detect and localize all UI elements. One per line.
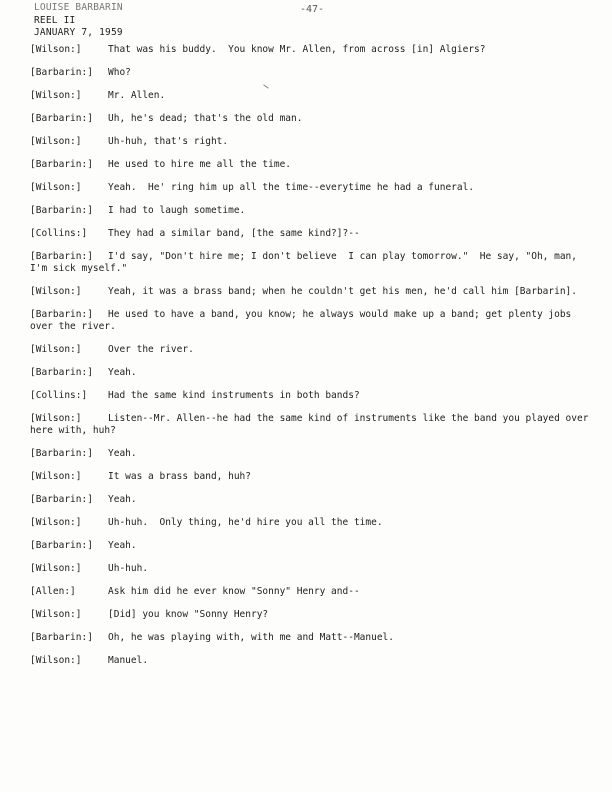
speech-text: Manuel.	[108, 655, 149, 666]
speech-text: I had to laugh sometime.	[108, 205, 246, 216]
speech-text: Oh, he was playing with, with me and Matt--Manuel.	[108, 632, 394, 643]
speaker-label: [Wilson:]	[30, 344, 82, 355]
speaker-label: [Barbarin:]	[30, 540, 93, 551]
speaker-label: [Barbarin:]	[30, 367, 93, 378]
speaker-label: [Wilson:]	[30, 413, 82, 424]
speaker-label: [Barbarin:]	[30, 67, 93, 78]
transcript-entry	[30, 563, 590, 575]
transcript-entry	[30, 586, 590, 598]
transcript-entry	[30, 113, 590, 125]
transcript-entry	[30, 182, 590, 194]
transcript-entry	[30, 517, 590, 529]
speech-text: Who?	[108, 67, 131, 78]
transcript-entry	[30, 251, 590, 275]
speaker-label: [Barbarin:]	[30, 309, 93, 320]
speaker-label: [Wilson:]	[30, 90, 82, 101]
speech-text: [Did] you know "Sonny Henry?	[108, 609, 269, 620]
speech-text: It was a brass band, huh?	[108, 471, 251, 482]
speaker-label: [Wilson:]	[30, 136, 82, 147]
speaker-label: [Wilson:]	[30, 517, 82, 528]
transcript-entry	[30, 159, 590, 171]
speech-text: Over the river.	[108, 344, 194, 355]
speaker-label: [Barbarin:]	[30, 494, 93, 505]
speech-text: Ask him did he ever know "Sonny" Henry and--	[108, 586, 360, 597]
header-reel: REEL II	[34, 14, 76, 26]
speech-text: Uh-huh. Only thing, he'd hire you all the time.	[108, 517, 383, 528]
speaker-label: [Wilson:]	[30, 609, 82, 620]
transcript-entry	[30, 344, 590, 356]
transcript-entry	[30, 448, 590, 460]
speech-text: Mr. Allen.	[108, 90, 166, 101]
speaker-label: [Wilson:]	[30, 563, 82, 574]
transcript-entry	[30, 309, 590, 333]
speech-text: Yeah.	[108, 494, 137, 505]
transcript-entry	[30, 494, 590, 506]
transcript-entry	[30, 228, 590, 240]
speaker-label: [Barbarin:]	[30, 448, 93, 459]
transcript-entry	[30, 655, 590, 667]
transcript-entry	[30, 90, 590, 102]
speaker-label: [Allen:]	[30, 586, 76, 597]
speaker-label: [Collins:]	[30, 390, 88, 401]
transcript-entry	[30, 44, 590, 56]
transcript-entry	[30, 632, 590, 644]
header-interviewee: LOUISE BARBARIN	[34, 2, 123, 13]
speaker-label: [Wilson:]	[30, 286, 82, 297]
transcript-entry	[30, 540, 590, 552]
speech-text: I'd say, "Don't hire me; I don't believe I can play tomorrow." He say, "Oh, man, I'm sick myself."	[30, 251, 583, 274]
transcript-entry	[30, 413, 595, 437]
speaker-label: [Barbarin:]	[30, 205, 93, 216]
speech-text: Yeah.	[108, 540, 137, 551]
speaker-label: [Barbarin:]	[30, 251, 93, 262]
transcript-entry	[30, 609, 590, 621]
speaker-label: [Collins:]	[30, 228, 88, 239]
transcript-entry	[30, 390, 590, 402]
speech-text: Had the same kind instruments in both bands?	[108, 390, 360, 401]
speech-text: That was his buddy. You know Mr. Allen, from across [in] Algiers?	[108, 44, 486, 55]
speaker-label: [Wilson:]	[30, 182, 82, 193]
speech-text: He used to hire me all the time.	[108, 159, 292, 170]
transcript-body	[30, 44, 595, 678]
transcript-entry	[30, 286, 590, 298]
speaker-label: [Barbarin:]	[30, 159, 93, 170]
document-header	[34, 2, 123, 40]
speech-text: Uh, he's dead; that's the old man.	[108, 113, 303, 124]
speech-text: Uh-huh, that's right.	[108, 136, 229, 147]
speech-text: Yeah.	[108, 448, 137, 459]
speech-text: He used to have a band, you know; he always would make up a band; get plenty jobs over the river.	[30, 309, 578, 332]
speech-text: Uh-huh.	[108, 563, 149, 574]
speech-text: Yeah.	[108, 367, 137, 378]
header-date: JANUARY 7, 1959	[34, 27, 123, 38]
speech-text: Yeah, it was a brass band; when he couldn't get his men, he'd call him [Barbarin].	[108, 286, 577, 297]
transcript-entry	[30, 136, 590, 148]
speaker-label: [Wilson:]	[30, 655, 82, 666]
speaker-label: [Barbarin:]	[30, 632, 93, 643]
speaker-label: [Wilson:]	[30, 44, 82, 55]
transcript-entry	[30, 471, 590, 483]
transcript-entry	[30, 205, 590, 217]
transcript-entry	[30, 367, 590, 379]
speech-text: Listen--Mr. Allen--he had the same kind of instruments like the band you played over here with, huh?	[30, 413, 595, 436]
speech-text: They had a similar band, [the same kind?]?--	[108, 228, 360, 239]
transcript-entry	[30, 67, 590, 79]
page-number: -47-	[300, 4, 325, 15]
speech-text: Yeah. He' ring him up all the time--everytime he had a funeral.	[108, 182, 475, 193]
speaker-label: [Barbarin:]	[30, 113, 93, 124]
speaker-label: [Wilson:]	[30, 471, 82, 482]
